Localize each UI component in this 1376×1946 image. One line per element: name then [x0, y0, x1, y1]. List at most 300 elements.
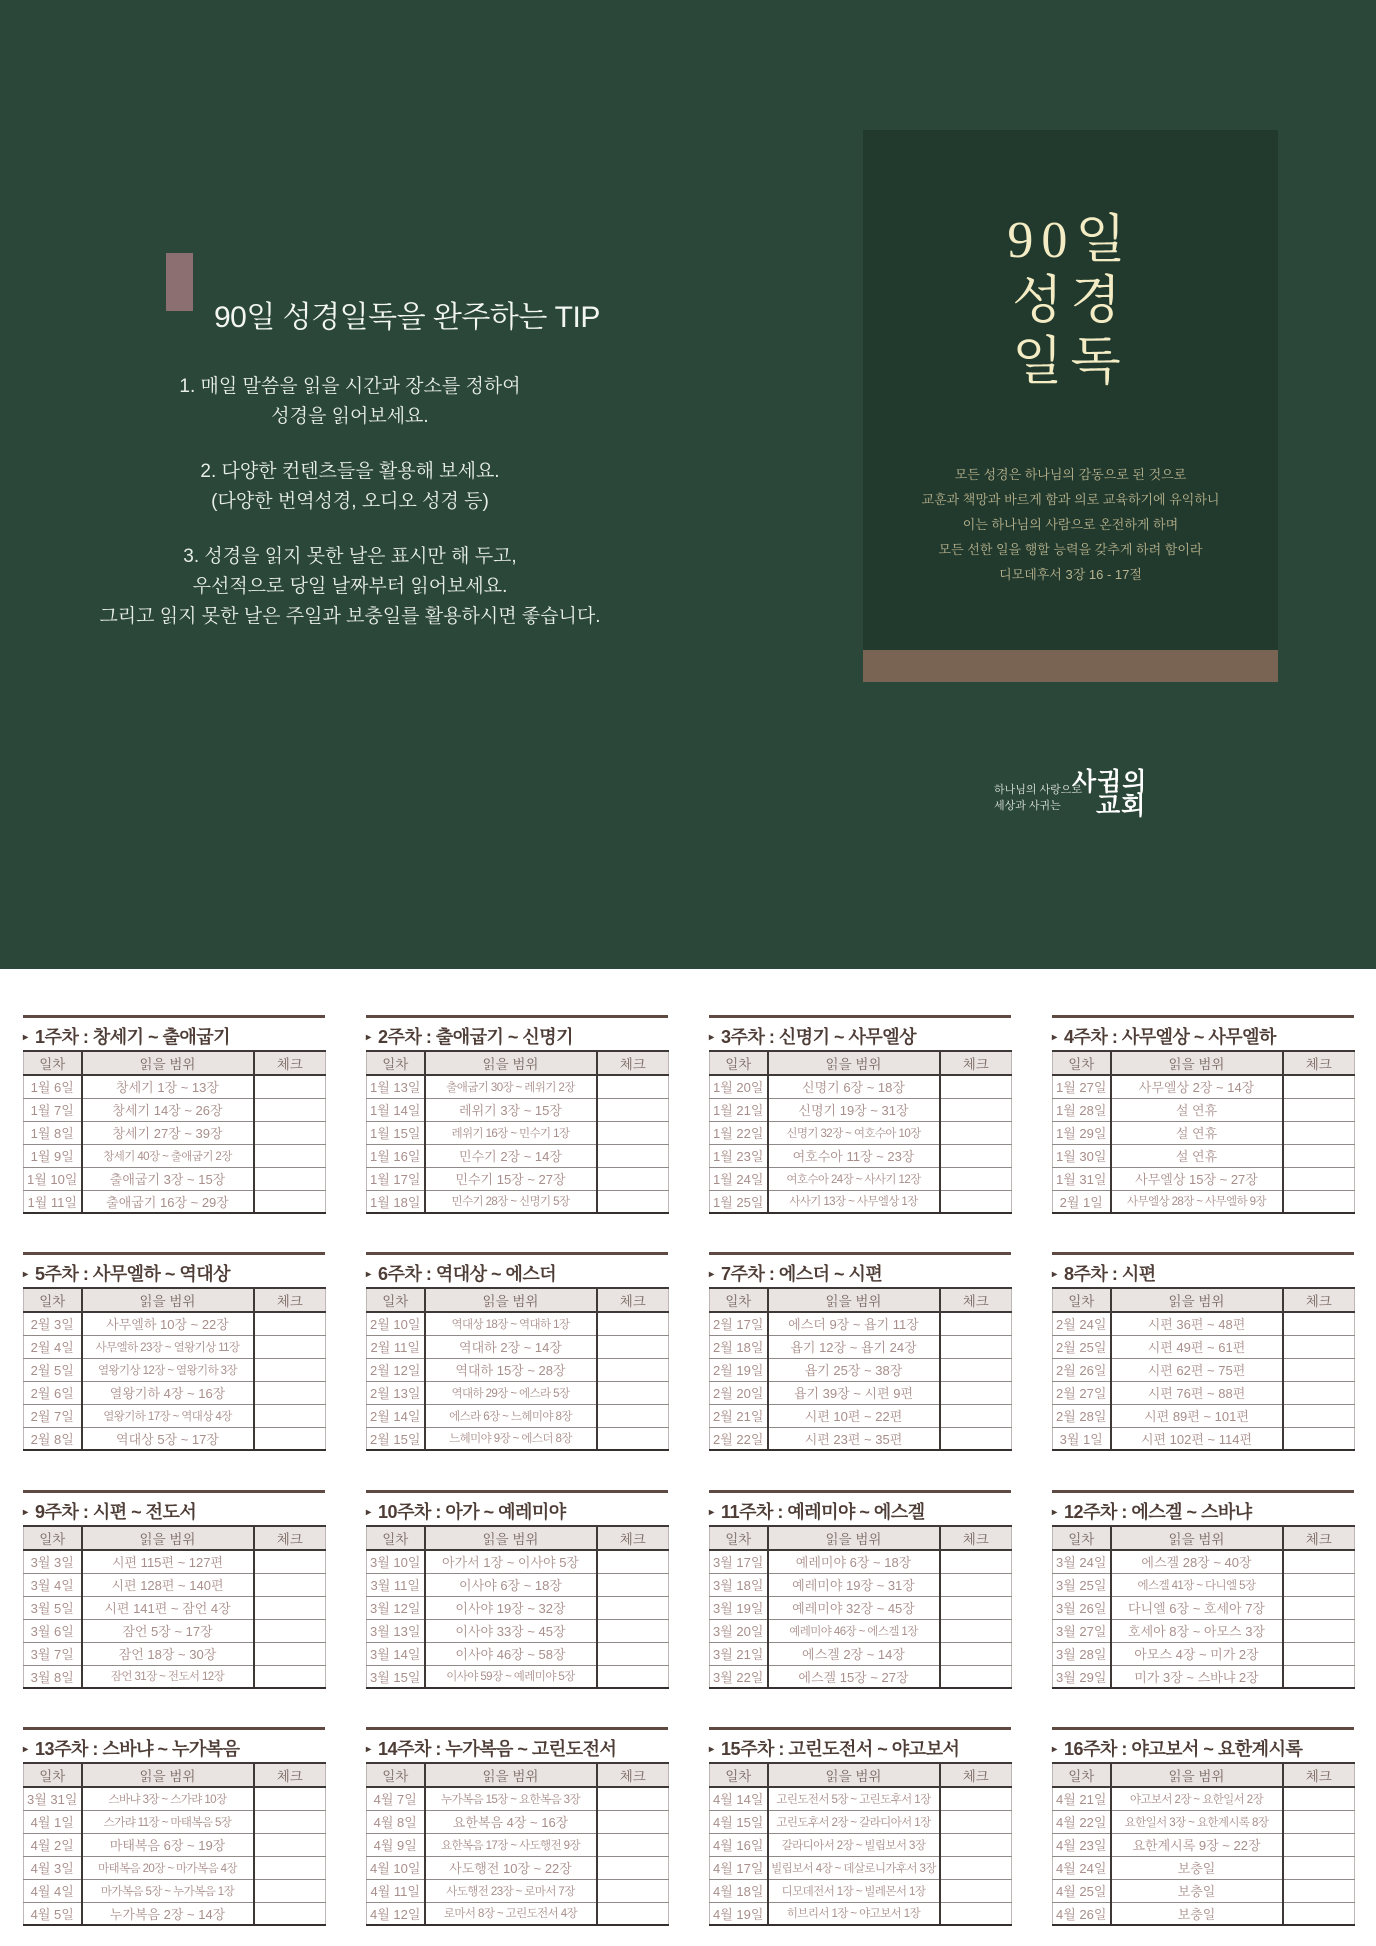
- check-cell: [1283, 1381, 1355, 1404]
- range-cell: 출애굽기 30장 ~ 레위기 2장: [425, 1075, 597, 1098]
- check-cell: [940, 1902, 1012, 1925]
- header-row: [24, 1526, 326, 1550]
- table-row: [24, 1167, 326, 1190]
- check-cell: [1283, 1642, 1355, 1665]
- week-table: [23, 1015, 325, 1214]
- range-cell: 사무엘상 15장 ~ 27장: [1111, 1167, 1283, 1190]
- col-header-day: 일차: [24, 1051, 82, 1075]
- table-row: [367, 1312, 669, 1335]
- check-cell: [597, 1381, 669, 1404]
- header-row: [367, 1526, 669, 1550]
- table-row: [710, 1596, 1012, 1619]
- range-cell: 신명기 19장 ~ 31장: [768, 1098, 940, 1121]
- range-cell: 시편 23편 ~ 35편: [768, 1427, 940, 1450]
- day-cell: 2월 15일: [367, 1427, 425, 1450]
- range-cell: 역대하 2장 ~ 14장: [425, 1335, 597, 1358]
- day-cell: 4월 2일: [24, 1833, 82, 1856]
- check-cell: [1283, 1596, 1355, 1619]
- range-cell: 요한복음 4장 ~ 16장: [425, 1810, 597, 1833]
- header-row: [367, 1763, 669, 1787]
- range-cell: 출애굽기 3장 ~ 15장: [82, 1167, 254, 1190]
- check-cell: [1283, 1619, 1355, 1642]
- header-row: [367, 1288, 669, 1312]
- range-cell: 창세기 40장 ~ 출애굽기 2장: [82, 1144, 254, 1167]
- day-cell: 1월 17일: [367, 1167, 425, 1190]
- table-row: [367, 1335, 669, 1358]
- table-row: [710, 1121, 1012, 1144]
- check-cell: [940, 1358, 1012, 1381]
- check-cell: [940, 1144, 1012, 1167]
- check-cell: [254, 1573, 326, 1596]
- table-row: [367, 1427, 669, 1450]
- check-cell: [1283, 1856, 1355, 1879]
- range-cell: 창세기 1장 ~ 13장: [82, 1075, 254, 1098]
- day-cell: 1월 22일: [710, 1121, 768, 1144]
- range-cell: 이사야 19장 ~ 32장: [425, 1596, 597, 1619]
- day-cell: 3월 5일: [24, 1596, 82, 1619]
- triangle-bullet-icon: ▸: [23, 1269, 28, 1280]
- table-row: [367, 1619, 669, 1642]
- check-cell: [1283, 1312, 1355, 1335]
- table-row: [367, 1665, 669, 1688]
- day-cell: 4월 11일: [367, 1879, 425, 1902]
- reading-plan-table: [366, 1050, 669, 1214]
- week-title: [709, 1498, 1011, 1523]
- range-cell: 시편 76편 ~ 88편: [1111, 1381, 1283, 1404]
- week-title-text: 16주차 : 야고보서 ~ 요한계시록: [1064, 1739, 1303, 1759]
- table-row: [367, 1381, 669, 1404]
- table-row: [367, 1121, 669, 1144]
- check-cell: [1283, 1787, 1355, 1810]
- triangle-bullet-icon: ▸: [23, 1032, 28, 1043]
- triangle-bullet-icon: ▸: [366, 1032, 371, 1043]
- range-cell: 보충일: [1111, 1856, 1283, 1879]
- table-row: [710, 1642, 1012, 1665]
- header-row: [24, 1763, 326, 1787]
- col-header-day: 일차: [367, 1288, 425, 1312]
- range-cell: 잠언 18장 ~ 30장: [82, 1642, 254, 1665]
- col-header-range: 읽을 범위: [768, 1526, 940, 1550]
- day-cell: 4월 14일: [710, 1787, 768, 1810]
- check-cell: [254, 1404, 326, 1427]
- table-row: [1053, 1550, 1355, 1573]
- reading-plan-table: [709, 1287, 1012, 1451]
- week-accent-rule: [366, 1252, 668, 1255]
- day-cell: 2월 7일: [24, 1404, 82, 1427]
- col-header-check: 체크: [254, 1763, 326, 1787]
- week-accent-rule: [709, 1252, 1011, 1255]
- check-cell: [1283, 1121, 1355, 1144]
- check-cell: [254, 1856, 326, 1879]
- range-cell: 이사야 59장 ~ 예레미야 5장: [425, 1665, 597, 1688]
- check-cell: [940, 1879, 1012, 1902]
- day-cell: 1월 11일: [24, 1190, 82, 1213]
- table-row: [710, 1335, 1012, 1358]
- day-cell: 4월 19일: [710, 1902, 768, 1925]
- day-cell: 1월 18일: [367, 1190, 425, 1213]
- range-cell: 히브리서 1장 ~ 야고보서 1장: [768, 1902, 940, 1925]
- col-header-day: 일차: [367, 1763, 425, 1787]
- week-title: [23, 1260, 325, 1285]
- day-cell: 1월 14일: [367, 1098, 425, 1121]
- day-cell: 2월 17일: [710, 1312, 768, 1335]
- header-row: [1053, 1763, 1355, 1787]
- range-cell: 민수기 2장 ~ 14장: [425, 1144, 597, 1167]
- range-cell: 요한일서 3장 ~ 요한계시록 8장: [1111, 1810, 1283, 1833]
- check-cell: [940, 1596, 1012, 1619]
- range-cell: 마태복음 6장 ~ 19장: [82, 1833, 254, 1856]
- check-cell: [1283, 1573, 1355, 1596]
- table-row: [367, 1404, 669, 1427]
- table-row: [24, 1144, 326, 1167]
- week-title: [1052, 1260, 1354, 1285]
- range-cell: 시편 102편 ~ 114편: [1111, 1427, 1283, 1450]
- range-cell: 스바냐 3장 ~ 스가랴 10장: [82, 1787, 254, 1810]
- tip-line: (다양한 번역성경, 오디오 성경 등): [211, 491, 489, 512]
- week-title-text: 2주차 : 출애굽기 ~ 신명기: [378, 1027, 574, 1047]
- week-table: [366, 1490, 668, 1689]
- week-title: [23, 1023, 325, 1048]
- range-cell: 야고보서 2장 ~ 요한일서 2장: [1111, 1787, 1283, 1810]
- table-row: [367, 1787, 669, 1810]
- range-cell: 누가복음 15장 ~ 요한복음 3장: [425, 1787, 597, 1810]
- table-row: [1053, 1381, 1355, 1404]
- col-header-range: 읽을 범위: [1111, 1051, 1283, 1075]
- week-title-text: 3주차 : 신명기 ~ 사무엘상: [721, 1027, 917, 1047]
- day-cell: 3월 13일: [367, 1619, 425, 1642]
- day-cell: 3월 29일: [1053, 1665, 1111, 1688]
- table-row: [24, 1642, 326, 1665]
- check-cell: [1283, 1665, 1355, 1688]
- week-accent-rule: [23, 1252, 325, 1255]
- day-cell: 1월 31일: [1053, 1167, 1111, 1190]
- range-cell: 아모스 4장 ~ 미가 2장: [1111, 1642, 1283, 1665]
- day-cell: 3월 10일: [367, 1550, 425, 1573]
- day-cell: 2월 20일: [710, 1381, 768, 1404]
- week-title-text: 1주차 : 창세기 ~ 출애굽기: [35, 1027, 231, 1047]
- table-row: [1053, 1810, 1355, 1833]
- day-cell: 4월 17일: [710, 1856, 768, 1879]
- triangle-bullet-icon: ▸: [709, 1032, 714, 1043]
- check-cell: [254, 1810, 326, 1833]
- col-header-check: 체크: [254, 1051, 326, 1075]
- col-header-range: 읽을 범위: [768, 1763, 940, 1787]
- tip-line: 3. 성경을 읽지 못한 날은 표시만 해 두고,: [183, 546, 517, 567]
- check-cell: [940, 1833, 1012, 1856]
- check-cell: [254, 1190, 326, 1213]
- day-cell: 3월 19일: [710, 1596, 768, 1619]
- check-cell: [1283, 1358, 1355, 1381]
- range-cell: 사무엘하 23장 ~ 열왕기상 11장: [82, 1335, 254, 1358]
- check-cell: [1283, 1810, 1355, 1833]
- table-row: [1053, 1335, 1355, 1358]
- table-row: [1053, 1619, 1355, 1642]
- reading-plan-grid: [0, 969, 1376, 1946]
- table-row: [24, 1427, 326, 1450]
- week-title: [366, 1260, 668, 1285]
- week-table: [1052, 1252, 1354, 1451]
- week-title: [366, 1023, 668, 1048]
- col-header-day: 일차: [24, 1288, 82, 1312]
- cover-title-line: 일독: [1012, 334, 1129, 391]
- table-row: [1053, 1144, 1355, 1167]
- tip-3: [88, 542, 612, 632]
- cover-verse-line: 디모데후서 3장 16 - 17절: [999, 567, 1142, 582]
- col-header-day: 일차: [1053, 1526, 1111, 1550]
- table-row: [367, 1550, 669, 1573]
- day-cell: 4월 4일: [24, 1879, 82, 1902]
- col-header-range: 읽을 범위: [425, 1051, 597, 1075]
- table-row: [1053, 1312, 1355, 1335]
- range-cell: 시편 10편 ~ 22편: [768, 1404, 940, 1427]
- col-header-range: 읽을 범위: [82, 1763, 254, 1787]
- day-cell: 1월 13일: [367, 1075, 425, 1098]
- check-cell: [254, 1358, 326, 1381]
- church-tagline-line: 하나님의 사랑으로: [994, 784, 1083, 796]
- range-cell: 예레미야 6장 ~ 18장: [768, 1550, 940, 1573]
- tip-title: 90일 성경일독을 완주하는 TIP: [214, 301, 600, 335]
- week-title-text: 12주차 : 에스겔 ~ 스바냐: [1064, 1502, 1252, 1522]
- check-cell: [1283, 1144, 1355, 1167]
- range-cell: 잠언 31장 ~ 전도서 12장: [82, 1665, 254, 1688]
- day-cell: 4월 9일: [367, 1833, 425, 1856]
- check-cell: [597, 1856, 669, 1879]
- col-header-day: 일차: [710, 1288, 768, 1312]
- day-cell: 2월 3일: [24, 1312, 82, 1335]
- triangle-bullet-icon: ▸: [1052, 1269, 1057, 1280]
- check-cell: [597, 1144, 669, 1167]
- day-cell: 3월 11일: [367, 1573, 425, 1596]
- col-header-day: 일차: [710, 1763, 768, 1787]
- triangle-bullet-icon: ▸: [1052, 1507, 1057, 1518]
- day-cell: 1월 16일: [367, 1144, 425, 1167]
- col-header-check: 체크: [940, 1763, 1012, 1787]
- week-title-text: 14주차 : 누가복음 ~ 고린도전서: [378, 1739, 617, 1759]
- col-header-check: 체크: [597, 1051, 669, 1075]
- table-row: [24, 1075, 326, 1098]
- range-cell: 사사기 13장 ~ 사무엘상 1장: [768, 1190, 940, 1213]
- table-row: [710, 1856, 1012, 1879]
- check-cell: [254, 1619, 326, 1642]
- check-cell: [940, 1642, 1012, 1665]
- header-row: [710, 1763, 1012, 1787]
- range-cell: 역대상 5장 ~ 17장: [82, 1427, 254, 1450]
- table-row: [367, 1167, 669, 1190]
- day-cell: 1월 7일: [24, 1098, 82, 1121]
- week-table: [366, 1727, 668, 1926]
- day-cell: 2월 11일: [367, 1335, 425, 1358]
- table-row: [1053, 1075, 1355, 1098]
- table-row: [1053, 1098, 1355, 1121]
- table-row: [710, 1144, 1012, 1167]
- range-cell: 이사야 46장 ~ 58장: [425, 1642, 597, 1665]
- table-row: [24, 1098, 326, 1121]
- table-row: [710, 1619, 1012, 1642]
- header-row: [1053, 1051, 1355, 1075]
- week-title: [1052, 1498, 1354, 1523]
- book-cover: [863, 130, 1278, 682]
- table-row: [710, 1167, 1012, 1190]
- day-cell: 3월 4일: [24, 1573, 82, 1596]
- church-tagline: [994, 782, 1082, 814]
- week-accent-rule: [23, 1015, 325, 1018]
- day-cell: 4월 18일: [710, 1879, 768, 1902]
- day-cell: 1월 6일: [24, 1075, 82, 1098]
- day-cell: 4월 12일: [367, 1902, 425, 1925]
- check-cell: [597, 1787, 669, 1810]
- table-row: [367, 1190, 669, 1213]
- table-row: [367, 1879, 669, 1902]
- range-cell: 호세아 8장 ~ 아모스 3장: [1111, 1619, 1283, 1642]
- range-cell: 창세기 27장 ~ 39장: [82, 1121, 254, 1144]
- check-cell: [254, 1427, 326, 1450]
- cover-verse-line: 모든 선한 일을 행할 능력을 갖추게 하려 함이라: [938, 542, 1203, 557]
- col-header-day: 일차: [367, 1526, 425, 1550]
- check-cell: [940, 1787, 1012, 1810]
- table-row: [710, 1098, 1012, 1121]
- range-cell: 요한계시록 9장 ~ 22장: [1111, 1833, 1283, 1856]
- church-logo: [1072, 770, 1147, 818]
- col-header-check: 체크: [1283, 1051, 1355, 1075]
- col-header-day: 일차: [24, 1763, 82, 1787]
- check-cell: [940, 1573, 1012, 1596]
- check-cell: [940, 1335, 1012, 1358]
- table-row: [710, 1381, 1012, 1404]
- col-header-range: 읽을 범위: [768, 1051, 940, 1075]
- week-title: [1052, 1023, 1354, 1048]
- table-row: [367, 1810, 669, 1833]
- day-cell: 4월 24일: [1053, 1856, 1111, 1879]
- tip-2: [88, 457, 612, 517]
- range-cell: 시편 49편 ~ 61편: [1111, 1335, 1283, 1358]
- col-header-check: 체크: [597, 1288, 669, 1312]
- check-cell: [1283, 1833, 1355, 1856]
- reading-plan-table: [709, 1050, 1012, 1214]
- col-header-range: 읽을 범위: [425, 1526, 597, 1550]
- check-cell: [1283, 1879, 1355, 1902]
- check-cell: [940, 1312, 1012, 1335]
- day-cell: 3월 22일: [710, 1665, 768, 1688]
- col-header-day: 일차: [367, 1051, 425, 1075]
- range-cell: 미가 3장 ~ 스바냐 2장: [1111, 1665, 1283, 1688]
- day-cell: 2월 27일: [1053, 1381, 1111, 1404]
- day-cell: 2월 19일: [710, 1358, 768, 1381]
- check-cell: [254, 1312, 326, 1335]
- range-cell: 시편 89편 ~ 101편: [1111, 1404, 1283, 1427]
- table-row: [710, 1312, 1012, 1335]
- table-row: [1053, 1902, 1355, 1925]
- reading-plan-table: [366, 1287, 669, 1451]
- day-cell: 1월 28일: [1053, 1098, 1111, 1121]
- reading-plan-table: [23, 1287, 326, 1451]
- range-cell: 보충일: [1111, 1879, 1283, 1902]
- range-cell: 마태복음 20장 ~ 마가복음 4장: [82, 1856, 254, 1879]
- check-cell: [940, 1427, 1012, 1450]
- church-logo-line: 교회: [1096, 792, 1147, 820]
- header-row: [367, 1051, 669, 1075]
- table-row: [24, 1787, 326, 1810]
- day-cell: 3월 25일: [1053, 1573, 1111, 1596]
- range-cell: 빌립보서 4장 ~ 데살로니가후서 3장: [768, 1856, 940, 1879]
- check-cell: [940, 1550, 1012, 1573]
- week-title: [366, 1498, 668, 1523]
- day-cell: 1월 21일: [710, 1098, 768, 1121]
- tip-1: [88, 372, 612, 432]
- day-cell: 2월 8일: [24, 1427, 82, 1450]
- range-cell: 아가서 1장 ~ 이사야 5장: [425, 1550, 597, 1573]
- reading-plan-table: [709, 1525, 1012, 1689]
- col-header-range: 읽을 범위: [768, 1288, 940, 1312]
- header-row: [1053, 1526, 1355, 1550]
- range-cell: 레위기 16장 ~ 민수기 1장: [425, 1121, 597, 1144]
- book-cover-title: [863, 210, 1278, 393]
- week-table: [23, 1727, 325, 1926]
- range-cell: 역대하 29장 ~ 에스라 5장: [425, 1381, 597, 1404]
- check-cell: [254, 1787, 326, 1810]
- cover-title-line: 성경: [1012, 273, 1129, 330]
- week-title: [23, 1498, 325, 1523]
- table-row: [1053, 1879, 1355, 1902]
- check-cell: [597, 1075, 669, 1098]
- check-cell: [1283, 1335, 1355, 1358]
- week-table: [366, 1015, 668, 1214]
- day-cell: 2월 10일: [367, 1312, 425, 1335]
- range-cell: 사도행전 23장 ~ 로마서 7장: [425, 1879, 597, 1902]
- range-cell: 예레미야 46장 ~ 에스겔 1장: [768, 1619, 940, 1642]
- table-row: [710, 1902, 1012, 1925]
- range-cell: 신명기 32장 ~ 여호수아 10장: [768, 1121, 940, 1144]
- week-title: [709, 1260, 1011, 1285]
- check-cell: [940, 1404, 1012, 1427]
- tip-line: 성경을 읽어보세요.: [271, 406, 429, 427]
- week-title-text: 7주차 : 에스더 ~ 시편: [721, 1264, 883, 1284]
- day-cell: 4월 10일: [367, 1856, 425, 1879]
- table-row: [24, 1312, 326, 1335]
- table-row: [710, 1075, 1012, 1098]
- table-row: [24, 1121, 326, 1144]
- tip-list: [88, 372, 612, 657]
- triangle-bullet-icon: ▸: [366, 1507, 371, 1518]
- range-cell: 누가복음 2장 ~ 14장: [82, 1902, 254, 1925]
- col-header-check: 체크: [597, 1526, 669, 1550]
- check-cell: [597, 1098, 669, 1121]
- header-row: [24, 1288, 326, 1312]
- col-header-range: 읽을 범위: [82, 1526, 254, 1550]
- range-cell: 신명기 6장 ~ 18장: [768, 1075, 940, 1098]
- col-header-range: 읽을 범위: [425, 1763, 597, 1787]
- check-cell: [1283, 1550, 1355, 1573]
- table-row: [1053, 1573, 1355, 1596]
- range-cell: 고린도전서 5장 ~ 고린도후서 1장: [768, 1787, 940, 1810]
- col-header-range: 읽을 범위: [1111, 1526, 1283, 1550]
- day-cell: 1월 23일: [710, 1144, 768, 1167]
- table-row: [710, 1550, 1012, 1573]
- week-title-text: 9주차 : 시편 ~ 전도서: [35, 1502, 197, 1522]
- range-cell: 여호수아 11장 ~ 23장: [768, 1144, 940, 1167]
- col-header-check: 체크: [597, 1763, 669, 1787]
- range-cell: 고린도후서 2장 ~ 갈라디아서 1장: [768, 1810, 940, 1833]
- table-row: [710, 1358, 1012, 1381]
- range-cell: 에스겔 28장 ~ 40장: [1111, 1550, 1283, 1573]
- range-cell: 갈라디아서 2장 ~ 빌립보서 3장: [768, 1833, 940, 1856]
- check-cell: [254, 1144, 326, 1167]
- week-title: [23, 1735, 325, 1760]
- day-cell: 2월 22일: [710, 1427, 768, 1450]
- day-cell: 1월 8일: [24, 1121, 82, 1144]
- col-header-range: 읽을 범위: [1111, 1288, 1283, 1312]
- week-accent-rule: [1052, 1252, 1354, 1255]
- day-cell: 3월 6일: [24, 1619, 82, 1642]
